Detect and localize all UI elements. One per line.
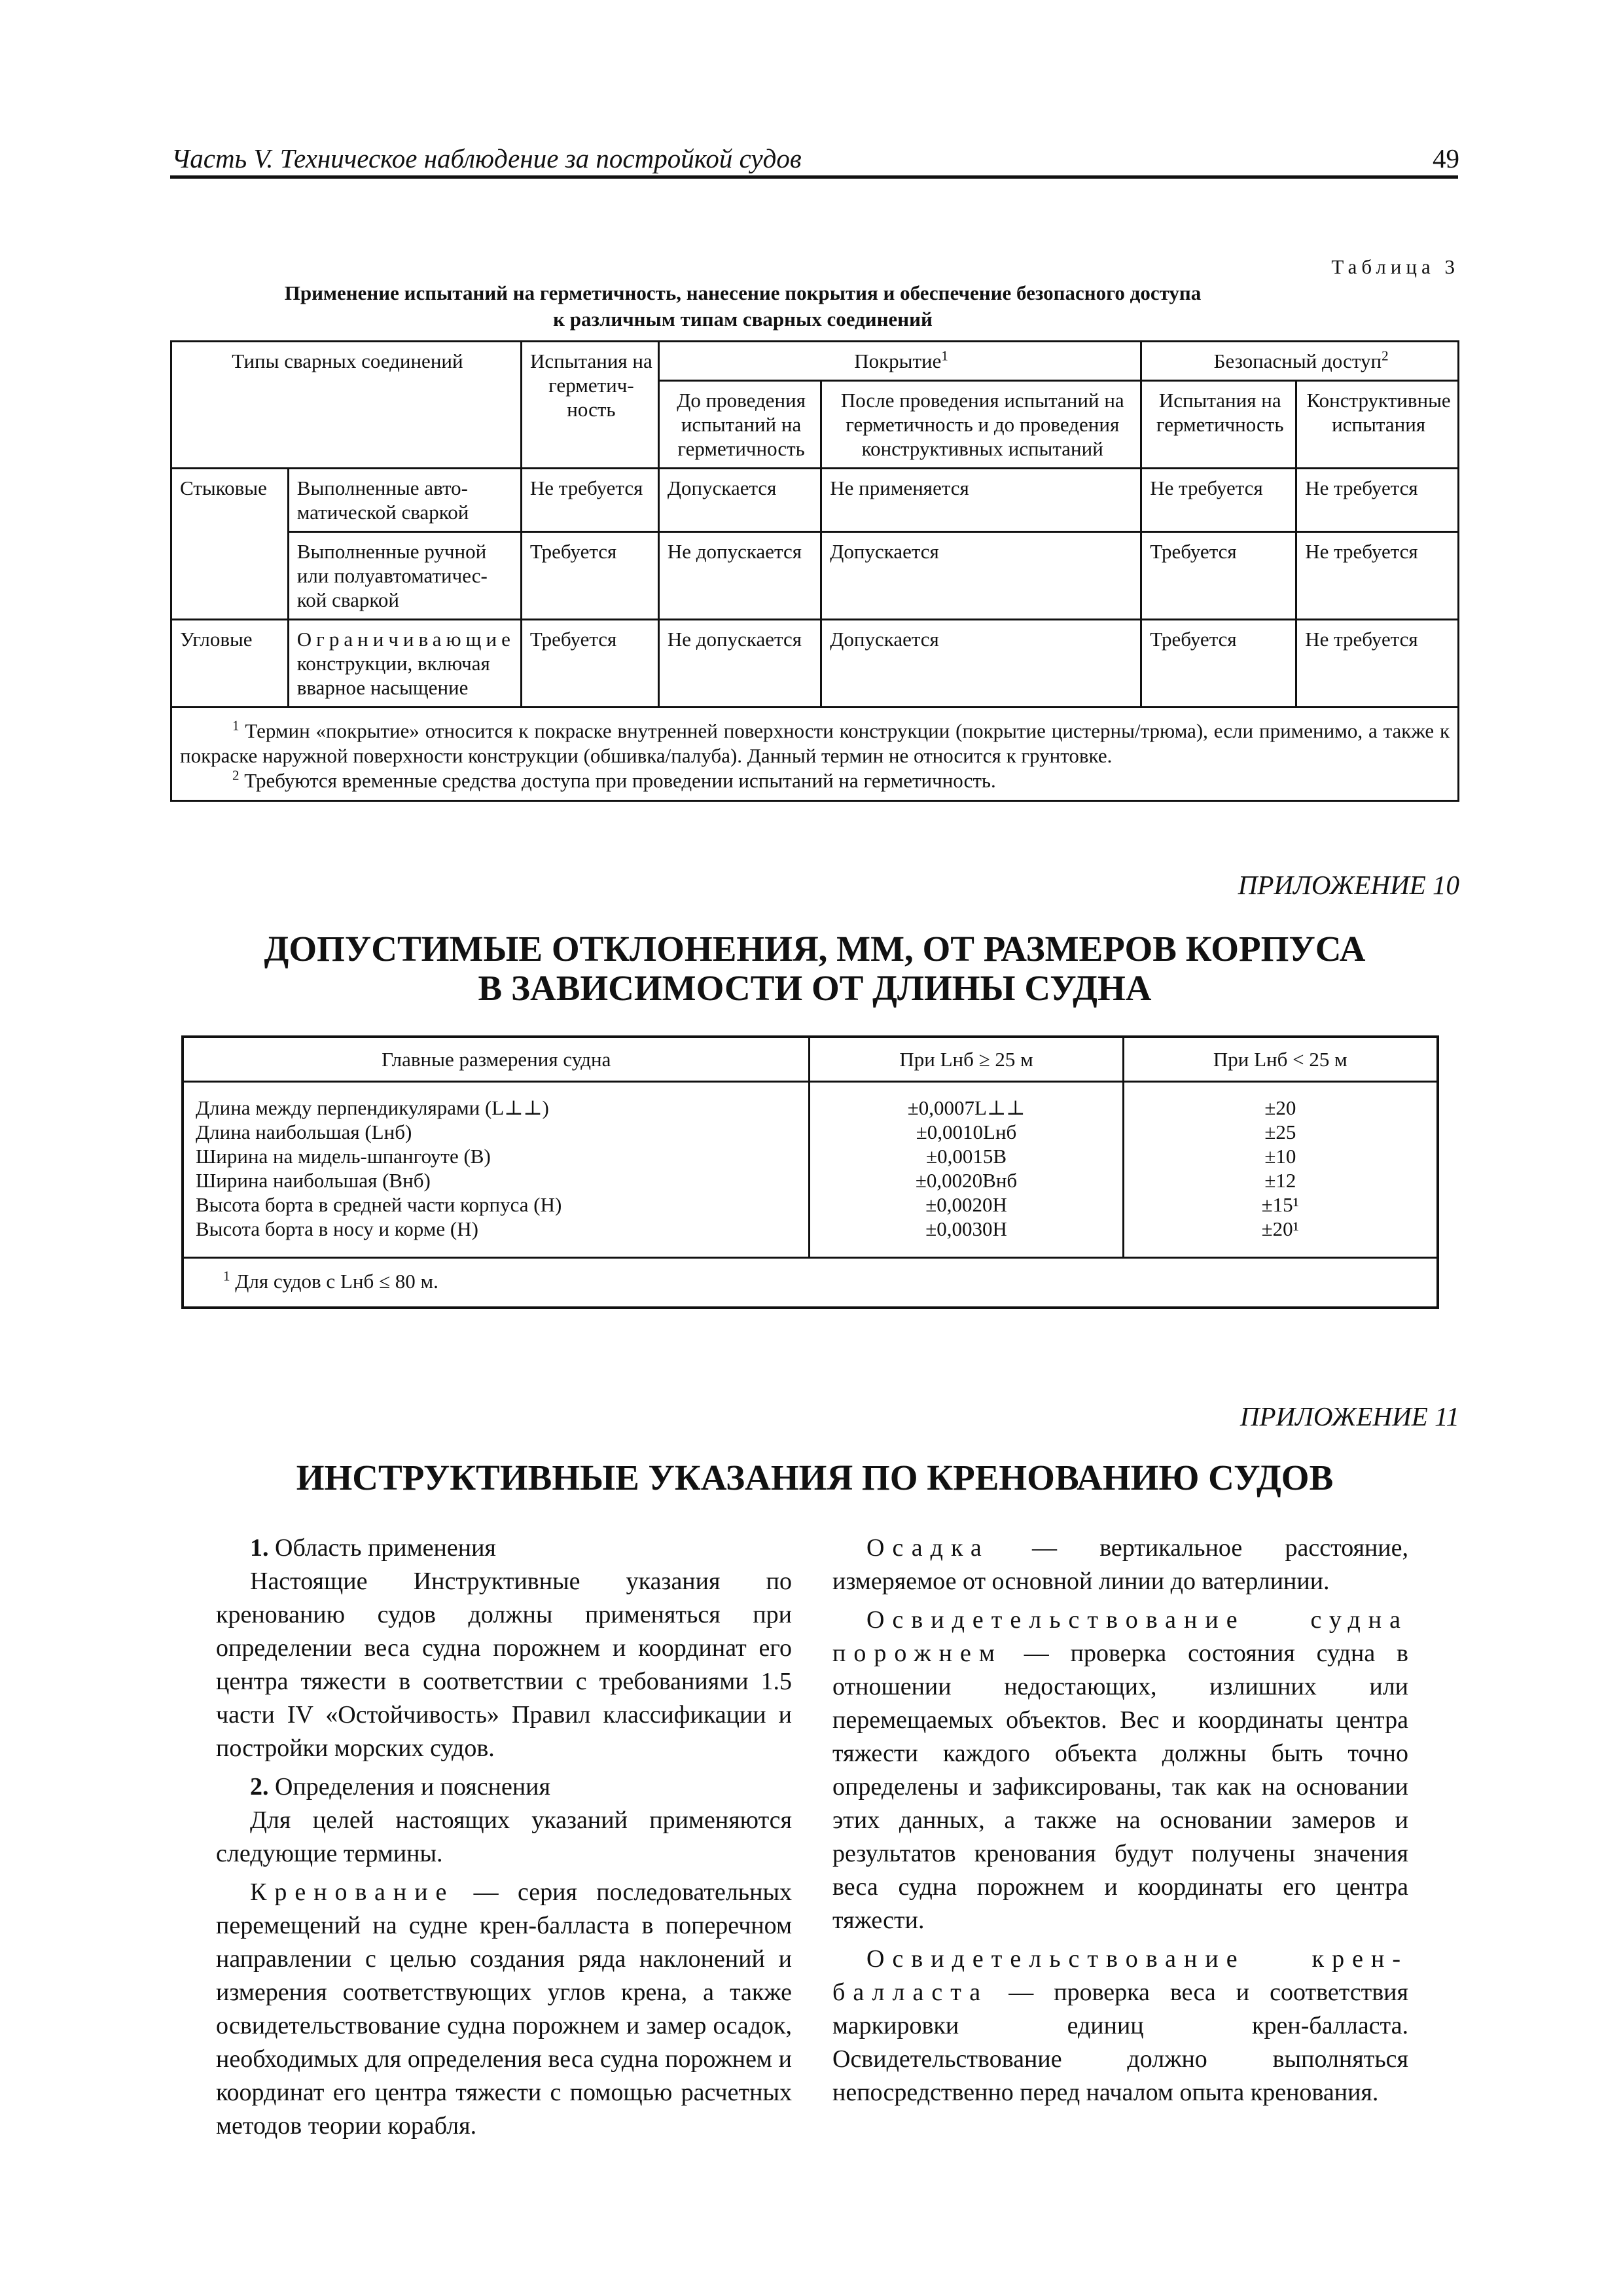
cell-access-structural: Не требуется (1296, 469, 1459, 532)
cell-access-tightness: Не требуется (1141, 469, 1296, 532)
access-label: Безопасный доступ (1213, 350, 1382, 372)
deviations-table (181, 1035, 1439, 1309)
left-column (216, 1532, 792, 2143)
section-1-title: Область применения (275, 1534, 496, 1562)
section-2-heading (216, 1770, 792, 1804)
col-header-after-test: После проведения испытаний на герметичность и до проведения конструктивных испытаний (821, 381, 1141, 469)
lt25-column (1123, 1082, 1438, 1258)
table-caption (170, 280, 1315, 332)
cell-kind-first: Ограничивающие (296, 628, 515, 651)
col-header-lt25: При Lнб < 25 м (1123, 1037, 1438, 1082)
cell-kind (288, 620, 521, 708)
col-header-types: Типы сварных соединений (171, 342, 522, 469)
cell-access-tightness: Требуется (1141, 620, 1296, 708)
table-row (171, 620, 1459, 708)
term-ballast-survey-definition: — проверка веса и соответствия маркировки единиц крен-балласта. Освидетельствование должно выполняться непосредственно перед началом опыта кренования. (832, 1979, 1408, 2106)
list-item: ±25 (1264, 1121, 1296, 1143)
list-item: ±20 (1264, 1096, 1296, 1119)
cell-kind-rest: конструкции, включая вварное насыщение (296, 652, 490, 699)
list-item: Ширина наибольшая (Bнб) (196, 1169, 431, 1192)
list-item: ±0,0020Bнб (915, 1169, 1018, 1192)
coating-footnote-mark: 1 (941, 348, 948, 364)
term-ballast-survey (832, 1943, 1408, 2109)
deviations-footnote-mark: 1 (223, 1268, 230, 1284)
ge25-column (810, 1082, 1123, 1258)
cell-kind: Выполненные ручной или полуавтоматичес-кой сваркой (288, 532, 521, 620)
deviations-footnote (183, 1258, 1438, 1308)
cell-before: Не допускается (658, 620, 821, 708)
term-draught-name: Осадка (866, 1534, 990, 1562)
col-header-access-tightness: Испытания на герметичность (1141, 381, 1296, 469)
appendix-10-title-line1: ДОПУСТИМЫЕ ОТКЛОНЕНИЯ, ММ, ОТ РАЗМЕРОВ КОРПУСА (264, 929, 1366, 969)
list-item: ±0,0010Lнб (916, 1121, 1017, 1143)
list-item: Высота борта в средней части корпуса (H) (196, 1193, 562, 1216)
footnote-1-mark: 1 (232, 717, 240, 734)
row-group-butt: Стыковые (171, 469, 289, 620)
cell-after: Допускается (821, 532, 1141, 620)
col-header-ge25: При Lнб ≥ 25 м (810, 1037, 1123, 1082)
footnote-1 (180, 719, 1450, 768)
deviations-data (183, 1082, 1438, 1258)
cell-after: Не применяется (821, 469, 1141, 532)
section-1-number: 1. (250, 1534, 269, 1562)
access-footnote-mark: 2 (1382, 348, 1389, 364)
row-group-fillet: Угловые (171, 620, 289, 708)
deviations-header-row (183, 1037, 1438, 1082)
list-item: ±0,0007L⊥⊥ (907, 1096, 1026, 1119)
dimensions-column (183, 1082, 810, 1258)
header-rule (170, 175, 1458, 179)
term-draught-definition: — вертикальное расстояние, измеряемое от основной линии до ватерлинии. (832, 1534, 1408, 1595)
appendix-10-title-line2: В ЗАВИСИМОСТИ ОТ ДЛИНЫ СУДНА (478, 968, 1152, 1008)
footnote-2-mark: 2 (232, 767, 240, 783)
term-heeling-definition: — серия последовательных перемещений на судне крен-балласта в поперечном направлении с целью создания ряда наклонений и измерения соответствующих углов крена, а также освидетельствование судна порожнем и замер осадок, необходимых для определения веса судна порожнем и координат его центра тяжести с помощью расчетных методов теории корабля. (216, 1878, 792, 2140)
col-header-access (1141, 342, 1459, 381)
running-header-title: Часть V. Техническое наблюдение за постройкой судов (171, 143, 802, 173)
deviations-footnote-row (183, 1258, 1438, 1308)
cell-kind: Выполненные авто-матической сваркой (288, 469, 521, 532)
deviations-footnote-text: Для судов с Lнб ≤ 80 м. (235, 1270, 438, 1293)
term-ballast-survey-name: Освидетельствование крен-балласта (832, 1945, 1408, 2006)
cell-access-tightness: Требуется (1141, 532, 1296, 620)
list-item: ±15¹ (1261, 1193, 1299, 1216)
appendix-11-title: ИНСТРУКТИВНЫЕ УКАЗАНИЯ ПО КРЕНОВАНИЮ СУДОВ (296, 1458, 1334, 1498)
col-header-dimensions: Главные размерения судна (183, 1037, 810, 1082)
welds-table (170, 340, 1459, 802)
cell-tightness: Требуется (521, 620, 658, 708)
table-row (171, 532, 1459, 620)
cell-before: Не допускается (658, 532, 821, 620)
list-item: ±0,0020H (925, 1193, 1007, 1216)
term-heeling-name: Кренование (250, 1878, 455, 1906)
table-caption-line2: к различным типам сварных соединений (553, 308, 933, 331)
list-item: ±0,0030H (925, 1217, 1007, 1240)
footnote-2 (180, 768, 1450, 793)
col-header-access-structural: Конструктивные испытания (1296, 381, 1459, 469)
list-item: Длина наибольшая (Lнб) (196, 1121, 412, 1143)
term-lightship-survey (832, 1604, 1408, 1937)
term-heeling (216, 1876, 792, 2143)
list-item: ±0,0015B (926, 1145, 1007, 1168)
appendix-11-label: ПРИЛОЖЕНИЕ 11 (1240, 1401, 1459, 1431)
cell-access-structural: Не требуется (1296, 620, 1459, 708)
footnote-2-text: Требуются временные средства доступа при проведении испытаний на герметичность. (244, 769, 996, 792)
cell-before: Допускается (658, 469, 821, 532)
footnote-1-text: Термин «покрытие» относится к покраске внутренней поверхности конструкции (покрытие цистерны/трюма), если применимо, а также к покраске наружной поверхности конструкции (обшивка/палуба). Данный термин не относится к грунтовке. (180, 719, 1450, 767)
col-header-tightness: Испытания на герметич-ность (521, 342, 658, 469)
cell-tightness: Требуется (521, 532, 658, 620)
coating-label: Покрытие (854, 350, 942, 372)
term-lightship-survey-definition: — проверка состояния судна в отношении недостающих, излишних или перемещаемых объектов. Вес и координаты центра тяжести каждого объекта должны быть точно определены и зафиксированы, так как на основании этих данных, а также на основании замеров и результатов кренования будут получены значения веса судна порожнем и координаты его центра тяжести. (832, 1640, 1408, 1934)
table-footnote-cell (171, 708, 1459, 801)
page-number: 49 (1433, 143, 1459, 173)
section-2-text: Для целей настоящих указаний применяются следующие термины. (216, 1806, 792, 1867)
list-item: Длина между перпендикулярами (L⊥⊥) (196, 1096, 549, 1119)
cell-tightness: Не требуется (521, 469, 658, 532)
col-header-coating (658, 342, 1141, 381)
cell-after: Допускается (821, 620, 1141, 708)
list-item: ±12 (1264, 1169, 1296, 1192)
cell-access-structural: Не требуется (1296, 532, 1459, 620)
list-item: ±20¹ (1261, 1217, 1299, 1240)
right-column (832, 1532, 1408, 2109)
section-2-title: Определения и пояснения (275, 1773, 550, 1801)
table-label: Таблица 3 (1331, 255, 1459, 278)
table-row (171, 469, 1459, 532)
table-caption-line1: Применение испытаний на герметичность, нанесение покрытия и обеспечение безопасного доступа (284, 281, 1202, 304)
term-draught (832, 1532, 1408, 1598)
list-item: Ширина на мидель-шпангоуте (B) (196, 1145, 491, 1168)
section-1-heading (216, 1532, 792, 1565)
section-1-text: Настоящие Инструктивные указания по кренованию судов должны применяться при определении веса судна порожнем и координат его центра тяжести в соответствии с требованиями 1.5 части IV «Остойчивость» Правил классификации и постройки морских судов. (216, 1568, 792, 1762)
table-header-row (171, 342, 1459, 381)
table-footnotes (171, 708, 1459, 801)
list-item: Высота борта в носу и корме (H) (196, 1217, 478, 1240)
term-lightship-survey-name: Освидетельствование судна порожнем (832, 1606, 1408, 1667)
col-header-before-test: До проведения испытаний на герметичность (658, 381, 821, 469)
section-2-number: 2. (250, 1773, 269, 1801)
appendix-10-label: ПРИЛОЖЕНИЕ 10 (1238, 870, 1459, 900)
appendix-10-title (157, 929, 1472, 1008)
list-item: ±10 (1264, 1145, 1296, 1168)
